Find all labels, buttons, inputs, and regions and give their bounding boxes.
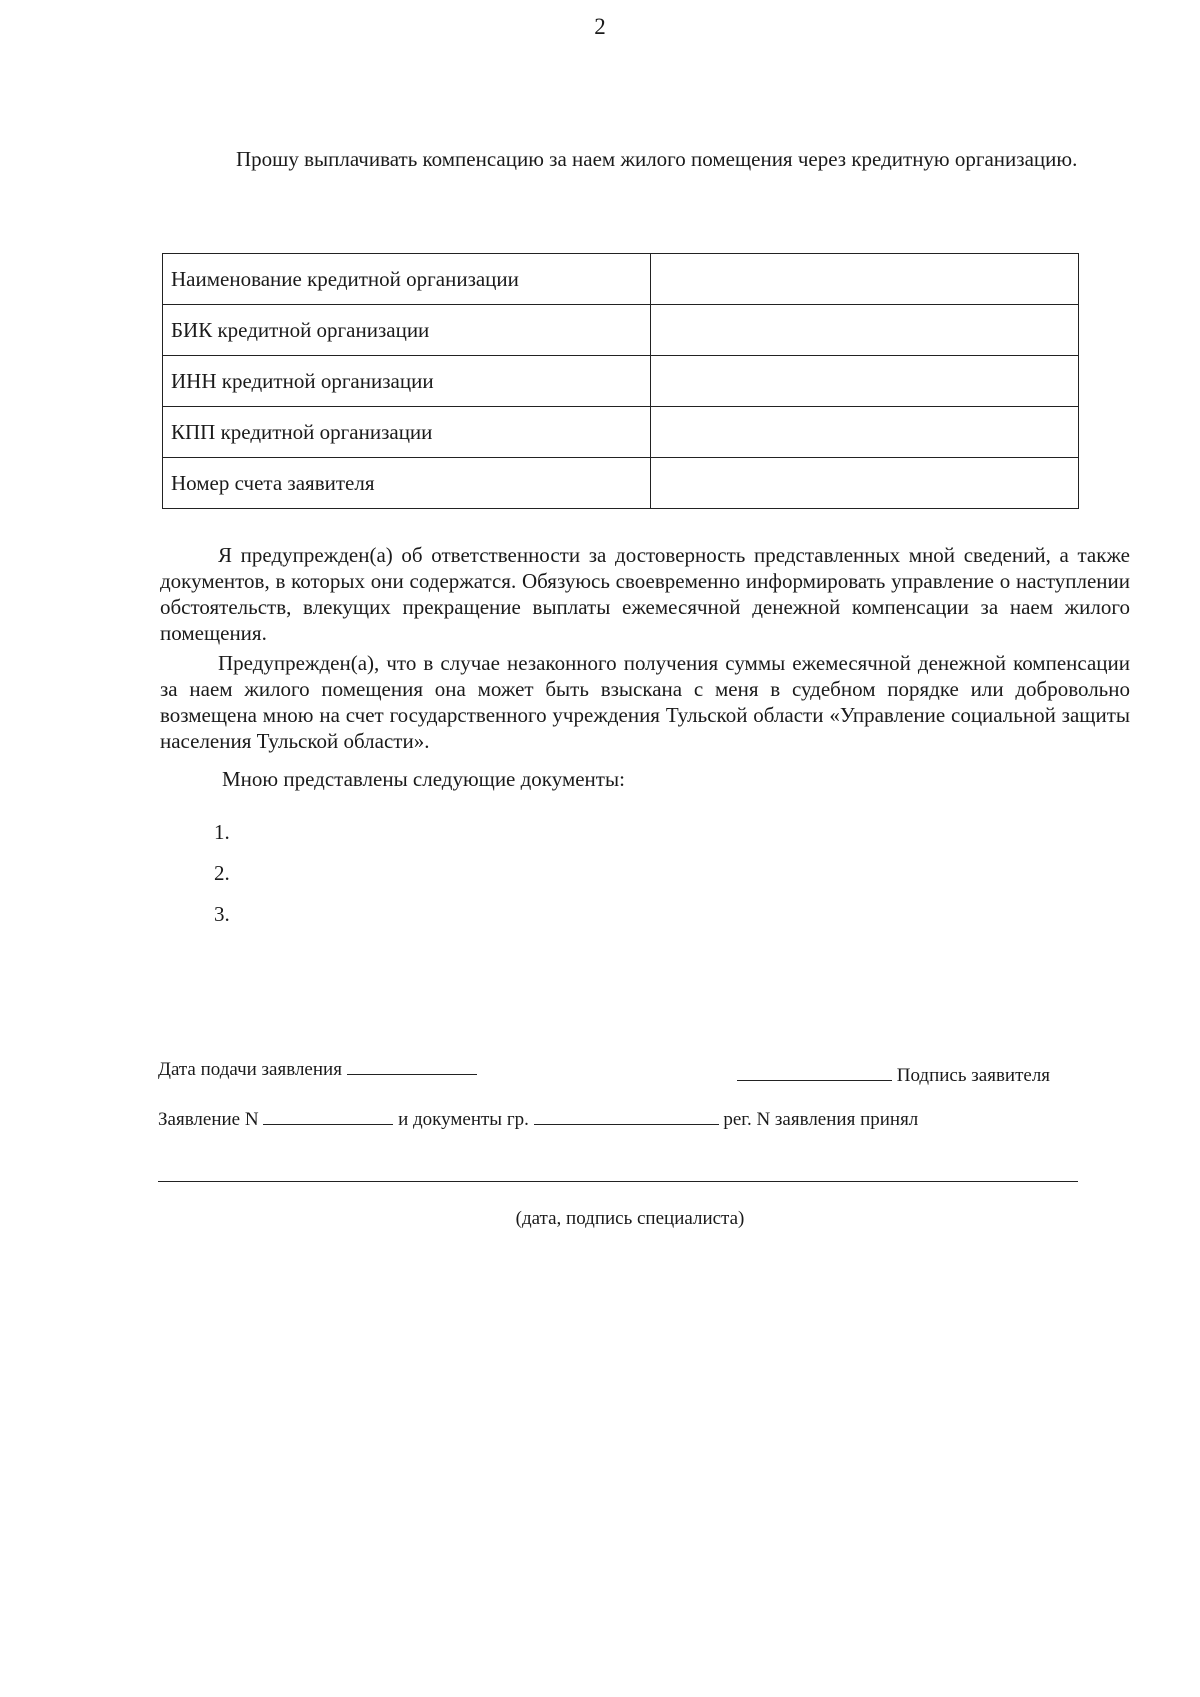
table-row (163, 407, 1079, 458)
statement-number-label: Заявление N (158, 1109, 259, 1130)
documents-intro: Мною представлены следующие документы: (222, 767, 625, 791)
citizen-name-blank[interactable] (534, 1106, 719, 1125)
table-row (163, 254, 1079, 305)
page-number: 2 (594, 14, 606, 39)
request-paragraph: Прошу выплачивать компенсацию за наем жилого помещения через кредитную организацию. (236, 147, 1078, 171)
kpp-field[interactable] (651, 407, 1079, 458)
date-row (158, 1056, 477, 1081)
kpp-label: КПП кредитной организации (163, 407, 651, 458)
document-item-2: 2. (214, 861, 230, 885)
account-number-label: Номер счета заявителя (163, 458, 651, 509)
bank-name-label: Наименование кредитной организации (163, 254, 651, 305)
signature-blank[interactable] (737, 1062, 892, 1081)
date-label: Дата подачи заявления (158, 1059, 342, 1080)
bank-name-field[interactable] (651, 254, 1079, 305)
document-item-3: 3. (214, 902, 230, 926)
bik-field[interactable] (651, 305, 1079, 356)
table-row (163, 458, 1079, 509)
table-row (163, 356, 1079, 407)
specialist-signature-line[interactable] (158, 1181, 1078, 1182)
table-row (163, 305, 1079, 356)
bank-details-table (162, 253, 1079, 509)
registration-label: рег. N заявления принял (723, 1109, 919, 1130)
statement-row (158, 1106, 918, 1131)
statement-number-blank[interactable] (263, 1106, 393, 1125)
responsibility-warning: Я предупрежден(а) об ответственности за достоверность представленных мной сведений, а также документов, в которых они содержатся. Обязуюсь своевременно информировать управление о наступлении обстоятельств, влекущих прекращение выплаты ежемесячной денежной компенсации за наем жилого помещения. (160, 543, 1130, 645)
recovery-warning: Предупрежден(а), что в случае незаконного получения суммы ежемесячной денежной компенсации за наем жилого помещения она может быть взыскана с меня в судебном порядке или добровольно возмещена мною на счет государственного учреждения Тульской области «Управление социальной защиты населения Тульской области». (160, 651, 1130, 753)
document-item-1: 1. (214, 820, 230, 844)
inn-field[interactable] (651, 356, 1079, 407)
account-number-field[interactable] (651, 458, 1079, 509)
date-blank[interactable] (347, 1056, 477, 1075)
signature-row (737, 1062, 1050, 1087)
specialist-caption: (дата, подпись специалиста) (515, 1208, 745, 1229)
inn-label: ИНН кредитной организации (163, 356, 651, 407)
documents-citizen-label: и документы гр. (398, 1109, 529, 1130)
bik-label: БИК кредитной организации (163, 305, 651, 356)
signature-label: Подпись заявителя (896, 1065, 1051, 1086)
